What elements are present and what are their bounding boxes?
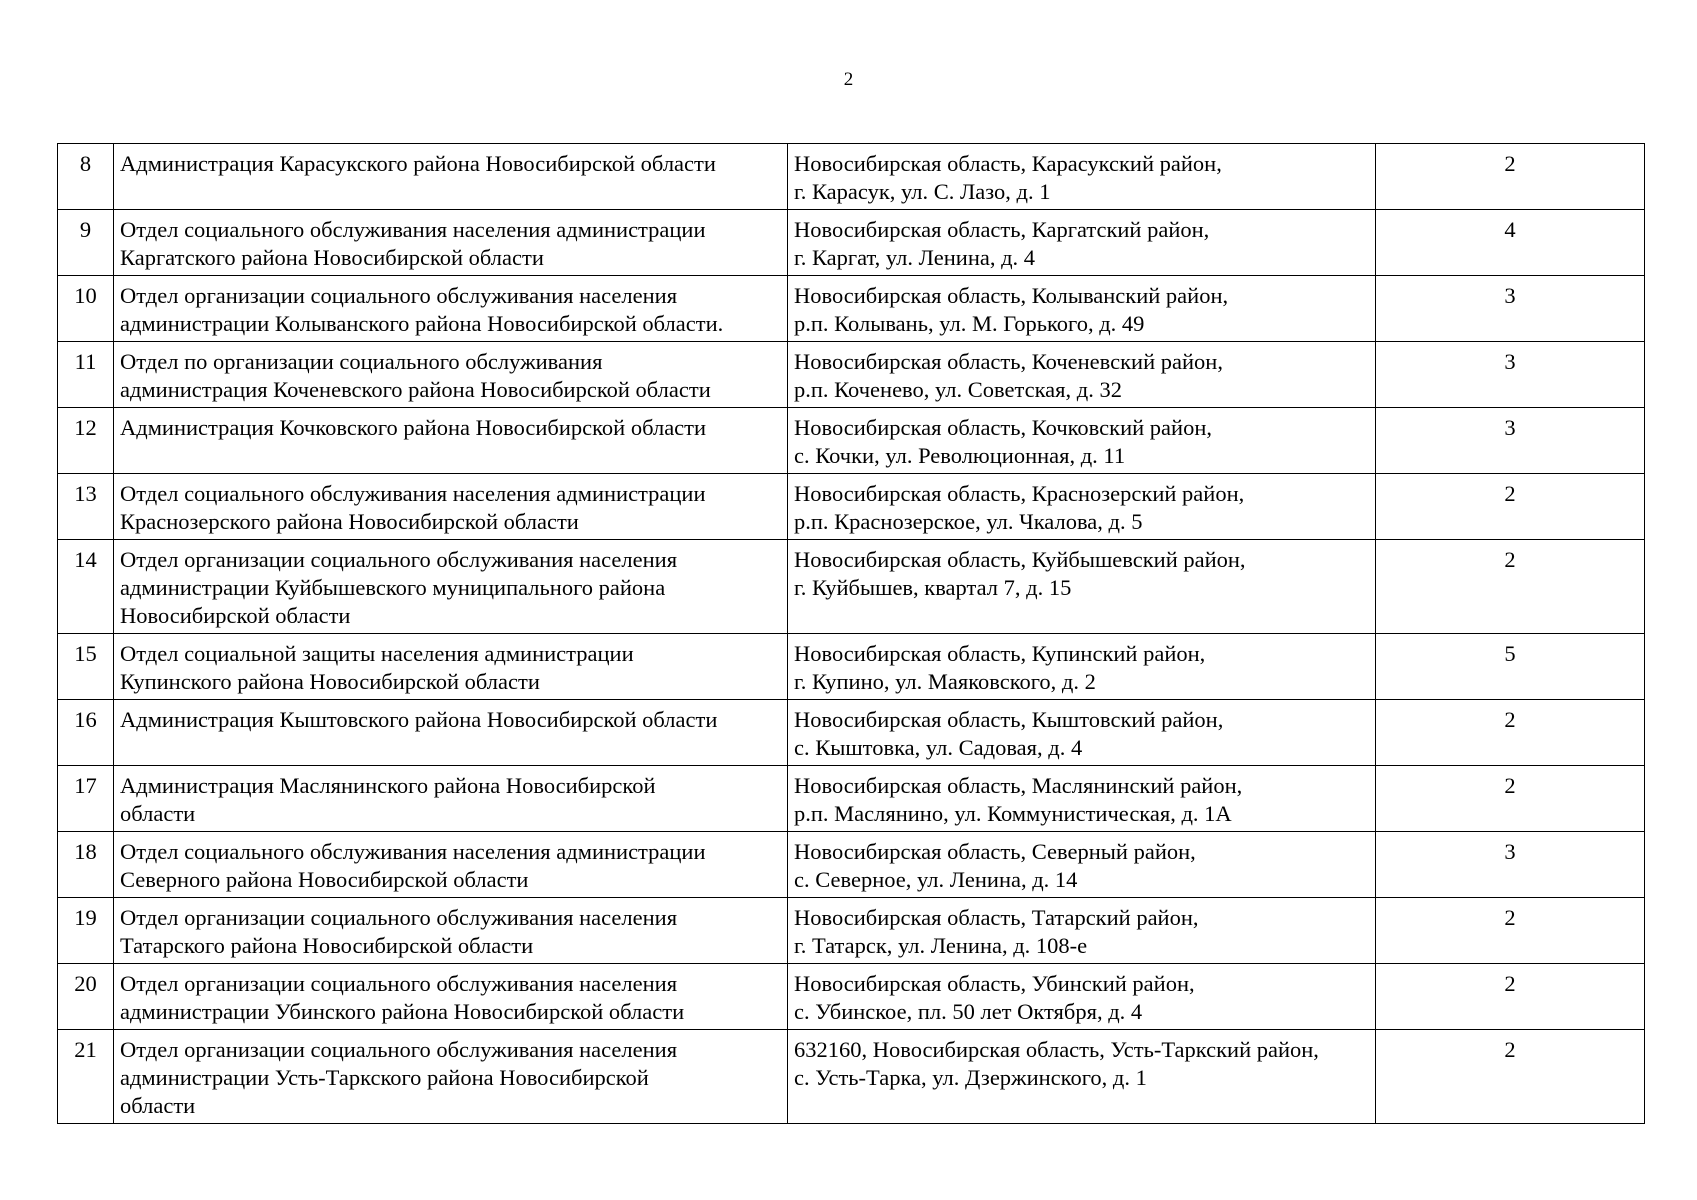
table-row bbox=[58, 210, 1645, 276]
row-number-cell: 9 bbox=[58, 210, 114, 276]
address-line: г. Карасук, ул. С. Лазо, д. 1 bbox=[794, 179, 1051, 204]
organization-cell bbox=[114, 540, 788, 634]
row-number-cell: 13 bbox=[58, 474, 114, 540]
organization-name-line: Отдел социального обслуживания населения администрации bbox=[120, 217, 706, 242]
count-cell: 2 bbox=[1376, 1030, 1645, 1124]
table-row bbox=[58, 634, 1645, 700]
organization-name-line: Отдел организации социального обслуживания населения bbox=[120, 1037, 678, 1062]
count-cell: 2 bbox=[1376, 766, 1645, 832]
organization-cell bbox=[114, 144, 788, 210]
organization-cell bbox=[114, 276, 788, 342]
table-body bbox=[58, 144, 1645, 1124]
row-number-cell: 8 bbox=[58, 144, 114, 210]
organization-name-line: Администрация Карасукского района Новосибирской области bbox=[120, 151, 716, 176]
row-number-cell: 18 bbox=[58, 832, 114, 898]
organization-name-line: Отдел социальной защиты населения администрации bbox=[120, 641, 634, 666]
address-line: с. Убинское, пл. 50 лет Октября, д. 4 bbox=[794, 999, 1143, 1024]
address-cell bbox=[788, 540, 1376, 634]
address-line: с. Кыштовка, ул. Садовая, д. 4 bbox=[794, 735, 1083, 760]
address-line: р.п. Коченево, ул. Советская, д. 32 bbox=[794, 377, 1122, 402]
address-line: с. Кочки, ул. Революционная, д. 11 bbox=[794, 443, 1126, 468]
organization-name-line: Администрация Кыштовского района Новосибирской области bbox=[120, 707, 718, 732]
address-cell bbox=[788, 276, 1376, 342]
address-line: Новосибирская область, Северный район, bbox=[794, 839, 1196, 864]
organization-cell bbox=[114, 474, 788, 540]
organization-name-line: Краснозерского района Новосибирской области bbox=[120, 509, 579, 534]
address-cell bbox=[788, 898, 1376, 964]
row-number-cell: 16 bbox=[58, 700, 114, 766]
row-number-cell: 21 bbox=[58, 1030, 114, 1124]
address-line: Новосибирская область, Краснозерский район, bbox=[794, 481, 1245, 506]
organization-name-line: области bbox=[120, 801, 196, 826]
row-number-cell: 10 bbox=[58, 276, 114, 342]
table-row bbox=[58, 342, 1645, 408]
page-number: 2 bbox=[843, 69, 854, 90]
address-line: 632160, Новосибирская область, Усть-Таркский район, bbox=[794, 1037, 1319, 1062]
address-line: Новосибирская область, Убинский район, bbox=[794, 971, 1195, 996]
organization-name-line: Северного района Новосибирской области bbox=[120, 867, 529, 892]
address-line: Новосибирская область, Маслянинский район, bbox=[794, 773, 1243, 798]
row-number-cell: 15 bbox=[58, 634, 114, 700]
count-cell: 2 bbox=[1376, 144, 1645, 210]
organization-cell bbox=[114, 408, 788, 474]
address-line: Новосибирская область, Кыштовский район, bbox=[794, 707, 1224, 732]
organization-cell bbox=[114, 342, 788, 408]
organization-cell bbox=[114, 832, 788, 898]
address-line: Новосибирская область, Колыванский район, bbox=[794, 283, 1229, 308]
row-number-cell: 17 bbox=[58, 766, 114, 832]
address-line: с. Усть-Тарка, ул. Дзержинского, д. 1 bbox=[794, 1065, 1147, 1090]
address-line: Новосибирская область, Татарский район, bbox=[794, 905, 1199, 930]
organization-name-line: Администрация Кочковского района Новосибирской области bbox=[120, 415, 707, 440]
organization-cell bbox=[114, 700, 788, 766]
address-line: г. Каргат, ул. Ленина, д. 4 bbox=[794, 245, 1036, 270]
organization-name-line: администрации Куйбышевского муниципального района bbox=[120, 575, 666, 600]
organization-name-line: Отдел социального обслуживания населения администрации bbox=[120, 839, 706, 864]
table-row bbox=[58, 276, 1645, 342]
row-number-cell: 14 bbox=[58, 540, 114, 634]
address-line: Новосибирская область, Купинский район, bbox=[794, 641, 1206, 666]
organization-name-line: администрации Колыванского района Новосибирской области. bbox=[120, 311, 724, 336]
address-line: г. Куйбышев, квартал 7, д. 15 bbox=[794, 575, 1072, 600]
organization-name-line: области bbox=[120, 1093, 196, 1118]
address-cell bbox=[788, 144, 1376, 210]
count-cell: 3 bbox=[1376, 832, 1645, 898]
organization-name-line: Администрация Маслянинского района Новосибирской bbox=[120, 773, 656, 798]
row-number-cell: 12 bbox=[58, 408, 114, 474]
address-cell bbox=[788, 210, 1376, 276]
row-number-cell: 20 bbox=[58, 964, 114, 1030]
organization-name-line: администрации Усть-Таркского района Новосибирской bbox=[120, 1065, 649, 1090]
organization-cell bbox=[114, 210, 788, 276]
table-row bbox=[58, 474, 1645, 540]
count-cell: 2 bbox=[1376, 964, 1645, 1030]
address-line: г. Татарск, ул. Ленина, д. 108-е bbox=[794, 933, 1088, 958]
table-row bbox=[58, 964, 1645, 1030]
address-cell bbox=[788, 700, 1376, 766]
organization-name-line: администрация Коченевского района Новосибирской области bbox=[120, 377, 711, 402]
address-line: Новосибирская область, Куйбышевский район, bbox=[794, 547, 1246, 572]
address-line: р.п. Краснозерское, ул. Чкалова, д. 5 bbox=[794, 509, 1143, 534]
table-row bbox=[58, 408, 1645, 474]
organization-name-line: Отдел организации социального обслуживания населения bbox=[120, 283, 678, 308]
address-cell bbox=[788, 474, 1376, 540]
address-cell bbox=[788, 342, 1376, 408]
address-cell bbox=[788, 964, 1376, 1030]
table-row bbox=[58, 700, 1645, 766]
organization-name-line: Отдел организации социального обслуживания населения bbox=[120, 905, 678, 930]
address-cell bbox=[788, 1030, 1376, 1124]
organization-name-line: Отдел социального обслуживания населения администрации bbox=[120, 481, 706, 506]
count-cell: 2 bbox=[1376, 540, 1645, 634]
organization-name-line: Отдел организации социального обслуживания населения bbox=[120, 547, 678, 572]
table-row bbox=[58, 832, 1645, 898]
count-cell: 3 bbox=[1376, 408, 1645, 474]
count-cell: 3 bbox=[1376, 342, 1645, 408]
count-cell: 5 bbox=[1376, 634, 1645, 700]
organization-cell bbox=[114, 964, 788, 1030]
organization-name-line: администрации Убинского района Новосибирской области bbox=[120, 999, 685, 1024]
count-cell: 4 bbox=[1376, 210, 1645, 276]
address-line: Новосибирская область, Кочковский район, bbox=[794, 415, 1212, 440]
address-line: р.п. Маслянино, ул. Коммунистическая, д. 1А bbox=[794, 801, 1232, 826]
address-cell bbox=[788, 634, 1376, 700]
organization-name-line: Отдел организации социального обслуживания населения bbox=[120, 971, 678, 996]
table-row bbox=[58, 898, 1645, 964]
address-line: Новосибирская область, Коченевский район, bbox=[794, 349, 1223, 374]
organization-name-line: Купинского района Новосибирской области bbox=[120, 669, 540, 694]
table-row bbox=[58, 540, 1645, 634]
table-row bbox=[58, 766, 1645, 832]
organization-cell bbox=[114, 766, 788, 832]
organization-cell bbox=[114, 1030, 788, 1124]
count-cell: 3 bbox=[1376, 276, 1645, 342]
organization-cell bbox=[114, 634, 788, 700]
count-cell: 2 bbox=[1376, 700, 1645, 766]
address-line: Новосибирская область, Каргатский район, bbox=[794, 217, 1210, 242]
organization-name-line: Каргатского района Новосибирской области bbox=[120, 245, 544, 270]
address-cell bbox=[788, 766, 1376, 832]
organization-name-line: Отдел по организации социального обслуживания bbox=[120, 349, 603, 374]
address-cell bbox=[788, 408, 1376, 474]
row-number-cell: 11 bbox=[58, 342, 114, 408]
address-line: г. Купино, ул. Маяковского, д. 2 bbox=[794, 669, 1096, 694]
organization-cell bbox=[114, 898, 788, 964]
table-row bbox=[58, 1030, 1645, 1124]
organization-name-line: Татарского района Новосибирской области bbox=[120, 933, 534, 958]
count-cell: 2 bbox=[1376, 898, 1645, 964]
table-row bbox=[58, 144, 1645, 210]
address-line: Новосибирская область, Карасукский район, bbox=[794, 151, 1222, 176]
address-cell bbox=[788, 832, 1376, 898]
organizations-table bbox=[57, 143, 1645, 1124]
address-line: с. Северное, ул. Ленина, д. 14 bbox=[794, 867, 1078, 892]
row-number-cell: 19 bbox=[58, 898, 114, 964]
organization-name-line: Новосибирской области bbox=[120, 603, 351, 628]
address-line: р.п. Колывань, ул. М. Горького, д. 49 bbox=[794, 311, 1145, 336]
count-cell: 2 bbox=[1376, 474, 1645, 540]
